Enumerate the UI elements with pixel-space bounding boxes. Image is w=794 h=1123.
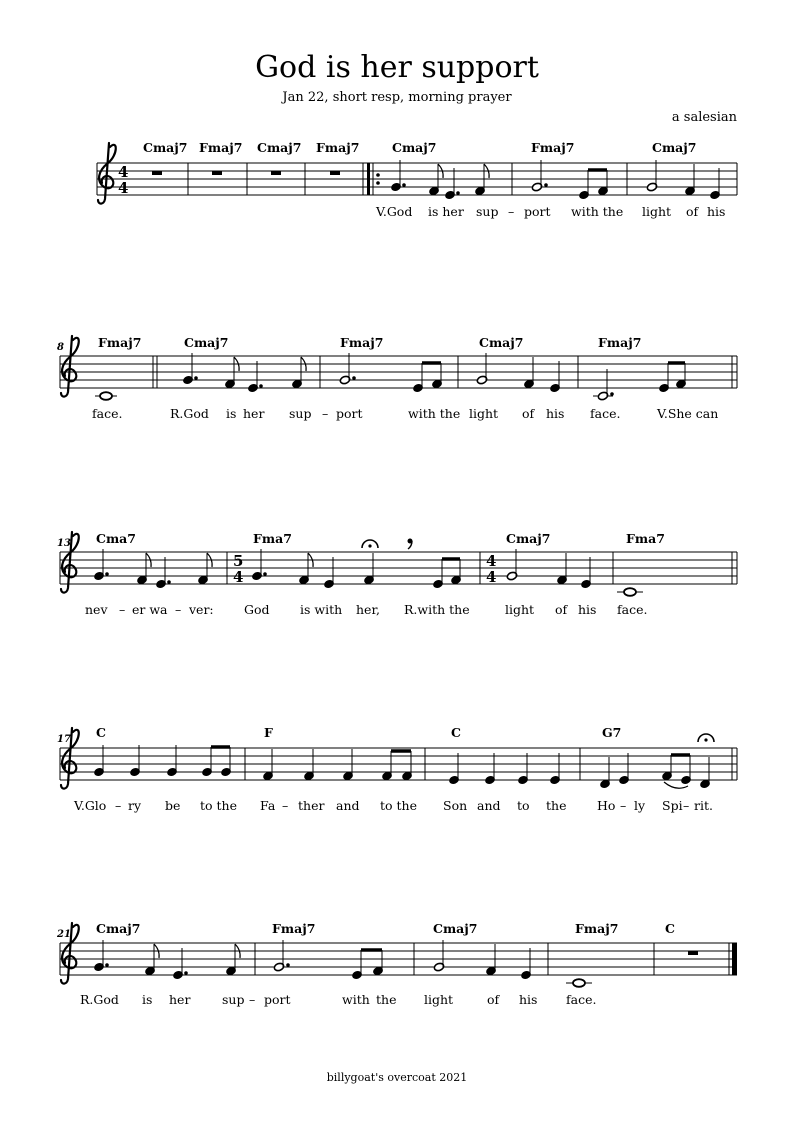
lyric-syllable: R.with the: [404, 602, 470, 617]
chord-symbol: Cmaj7: [184, 335, 229, 350]
lyric-syllable: to: [517, 798, 530, 813]
lyric-syllable: port: [336, 406, 363, 421]
chord-symbol: Cma7: [96, 531, 136, 546]
measure-number: 21: [57, 929, 71, 940]
lyric-syllable: port: [524, 204, 551, 219]
lyric-syllable: R.God: [170, 406, 209, 421]
lyric-syllable: face.: [590, 406, 621, 421]
fermata-icon: [362, 540, 378, 548]
page-title: God is her support: [255, 50, 539, 85]
lyric-syllable: with: [342, 992, 370, 1007]
lyric-syllable: Fa: [260, 798, 276, 813]
lyric-syllable: her: [243, 406, 265, 421]
lyric-syllable: V.She can: [657, 406, 719, 421]
chord-row-1: [143, 140, 697, 155]
lyric-syllable: Spi: [662, 798, 683, 813]
lyric-syllable: –: [620, 798, 627, 813]
lyric-row-1: [375, 204, 725, 219]
chord-symbol: Cmaj7: [96, 921, 141, 936]
lyric-syllable: to the: [200, 798, 237, 813]
chord-symbol: Cmaj7: [257, 140, 302, 155]
svg-text:5: 5: [233, 552, 244, 570]
chord-row-5: [96, 921, 675, 936]
staff-system-3: [57, 531, 737, 617]
lyric-syllable: face.: [566, 992, 597, 1007]
svg-text:4: 4: [486, 552, 497, 570]
lyric-syllable: of: [487, 992, 500, 1007]
time-signature-4-4: [486, 552, 496, 586]
lyric-row-3: [85, 602, 647, 617]
chord-symbol: F: [264, 725, 273, 740]
composer-credit: a salesian: [671, 110, 737, 125]
lyric-syllable: ther: [298, 798, 325, 813]
chord-symbol: Fmaj7: [316, 140, 360, 155]
lyric-syllable: nev: [85, 602, 108, 617]
lyric-syllable: ry: [128, 798, 142, 813]
measure-number: 13: [57, 538, 71, 549]
chord-symbol: G7: [602, 725, 622, 740]
fermata-icon: [698, 734, 714, 742]
chord-symbol: Cmaj7: [479, 335, 524, 350]
lyric-syllable: her,: [356, 602, 381, 617]
page-subtitle: Jan 22, short resp, morning prayer: [282, 90, 512, 105]
lyric-syllable: –: [322, 406, 329, 421]
lyric-syllable: be: [165, 798, 181, 813]
lyric-row-2: [92, 406, 718, 421]
lyric-syllable: rit.: [694, 798, 713, 813]
chord-symbol: Fmaj7: [340, 335, 384, 350]
svg-text:4: 4: [233, 568, 244, 586]
lyric-syllable: God: [244, 602, 270, 617]
chord-row-2: [98, 335, 641, 350]
lyric-syllable: the: [376, 992, 397, 1007]
chord-symbol: Fmaj7: [199, 140, 243, 155]
lyric-syllable: V.Glo: [74, 798, 107, 813]
whole-rests: [152, 171, 340, 175]
chord-symbol: C: [665, 921, 675, 936]
time-signature-4-4: [118, 163, 128, 197]
chord-symbol: Cmaj7: [506, 531, 551, 546]
lyric-syllable: with the: [408, 406, 461, 421]
lyric-syllable: his: [578, 602, 597, 617]
staff-system-2: [57, 335, 737, 421]
lyric-syllable: V.God: [376, 204, 413, 219]
lyric-syllable: –: [175, 602, 182, 617]
lyric-syllable: port: [264, 992, 291, 1007]
chord-symbol: Fmaj7: [598, 335, 642, 350]
lyric-syllable: –: [119, 602, 126, 617]
lyric-syllable: –: [508, 204, 515, 219]
chord-symbol: Fmaj7: [98, 335, 142, 350]
lyric-syllable: er wa: [132, 602, 168, 617]
lyric-syllable: is her: [428, 204, 464, 219]
footer-credit: billygoat's overcoat 2021: [326, 1071, 468, 1084]
lyric-syllable: sup: [222, 992, 245, 1007]
lyric-syllable: with the: [571, 204, 624, 219]
measure-number: 8: [57, 342, 64, 353]
lyric-syllable: –: [115, 798, 122, 813]
lyric-syllable: –: [282, 798, 289, 813]
staff-system-5: [56, 921, 737, 1007]
lyric-row-4: [73, 798, 713, 813]
lyric-syllable: to the: [380, 798, 417, 813]
lyric-syllable: Ho: [597, 798, 616, 813]
lyric-syllable: her: [169, 992, 191, 1007]
svg-text:4: 4: [118, 163, 129, 181]
svg-text:4: 4: [486, 568, 497, 586]
lyric-syllable: ver:: [189, 602, 214, 617]
chord-symbol: Fmaj7: [272, 921, 316, 936]
chord-symbol: C: [96, 725, 106, 740]
lyric-syllable: his: [707, 204, 726, 219]
final-barline-icon: [732, 943, 737, 975]
lyric-syllable: his: [519, 992, 538, 1007]
lyric-syllable: R.God: [80, 992, 119, 1007]
lyric-syllable: light: [424, 992, 454, 1007]
lyric-syllable: and: [336, 798, 360, 813]
staff-system-4: [57, 725, 737, 813]
measure-number: 17: [57, 734, 71, 745]
lyric-syllable: light: [642, 204, 672, 219]
chord-symbol: Cmaj7: [433, 921, 478, 936]
lyric-syllable: –: [683, 798, 690, 813]
chord-symbol: Cmaj7: [392, 140, 437, 155]
time-signature-5-4: [233, 552, 243, 586]
lyric-syllable: light: [505, 602, 535, 617]
lyric-syllable: face.: [92, 406, 123, 421]
chord-symbol: Fma7: [253, 531, 292, 546]
lyric-syllable: light: [469, 406, 499, 421]
notes-system-4: [94, 745, 711, 789]
chord-symbol: Cmaj7: [143, 140, 188, 155]
lyric-syllable: of: [522, 406, 535, 421]
breath-mark-icon: [408, 539, 413, 550]
lyric-syllable: of: [686, 204, 699, 219]
lyric-syllable: –: [249, 992, 256, 1007]
lyric-syllable: of: [555, 602, 568, 617]
notes-system-1: [391, 160, 721, 200]
lyric-syllable: face.: [617, 602, 648, 617]
lyric-syllable: his: [546, 406, 565, 421]
chord-symbol: Cmaj7: [652, 140, 697, 155]
chord-row-4: [96, 725, 621, 740]
lyric-syllable: ly: [634, 798, 646, 813]
staff-system-1: [97, 140, 737, 219]
lyric-syllable: the: [546, 798, 567, 813]
notes-system-5: [94, 940, 698, 987]
lyric-syllable: is: [142, 992, 153, 1007]
lyric-row-5: [80, 992, 596, 1007]
lyric-syllable: sup: [289, 406, 312, 421]
lyric-syllable: and: [477, 798, 501, 813]
lyric-syllable: is with: [300, 602, 343, 617]
chord-symbol: Fma7: [626, 531, 665, 546]
lyric-syllable: sup: [476, 204, 499, 219]
notes-system-3: [94, 549, 643, 596]
chord-symbol: Fmaj7: [531, 140, 575, 155]
chord-symbol: C: [451, 725, 461, 740]
chord-symbol: Fmaj7: [575, 921, 619, 936]
lyric-syllable: is: [226, 406, 237, 421]
svg-text:4: 4: [118, 179, 129, 197]
notes-system-2: [95, 353, 686, 401]
lyric-syllable: Son: [443, 798, 468, 813]
chord-row-3: [96, 531, 665, 546]
